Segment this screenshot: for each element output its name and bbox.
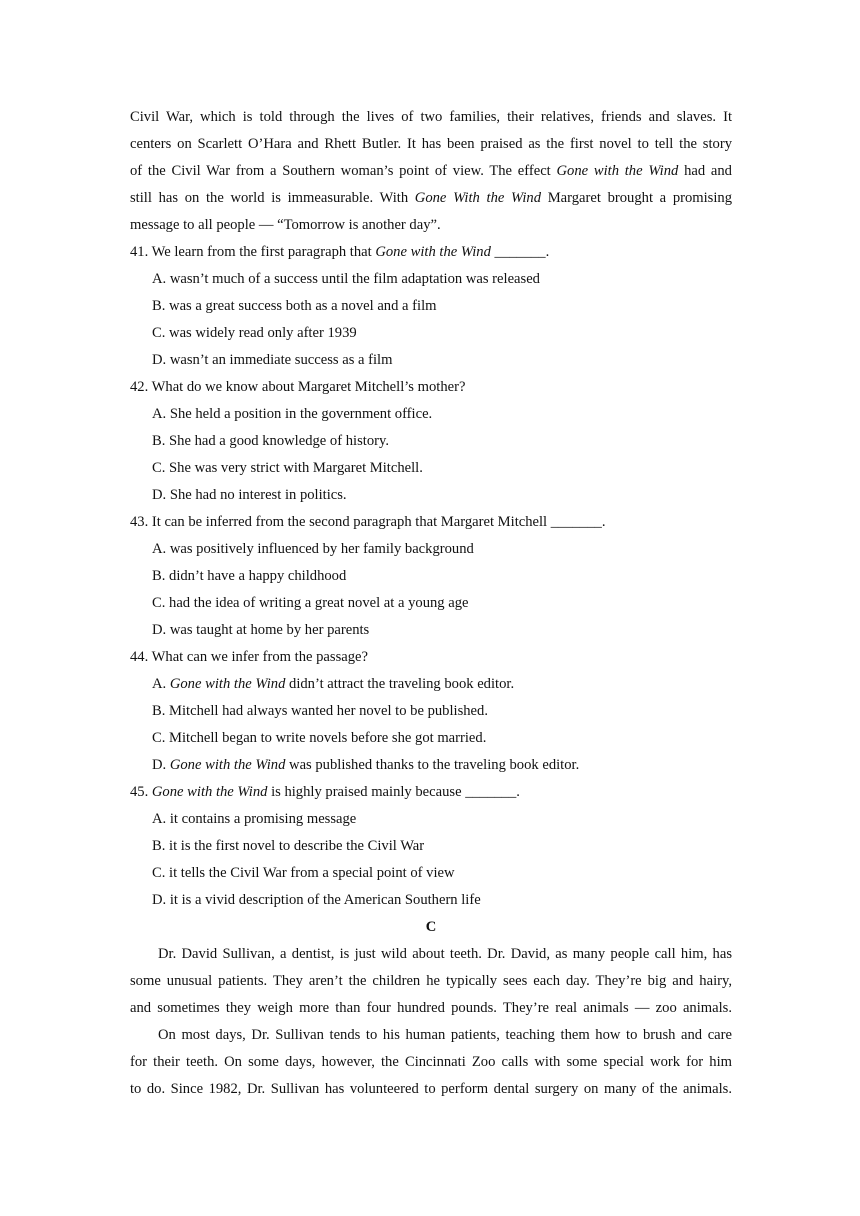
text-run: C. was widely read only after 1939 (152, 325, 357, 341)
paragraph-line: some unusual patients. They aren’t the children he typically sees each day. They’re big and hairy, (130, 973, 732, 989)
text-run: 42. What do we know about Margaret Mitchell’s mother? (130, 379, 466, 395)
answer-option (130, 752, 732, 779)
text-run: A. (152, 676, 170, 692)
text-run: 44. What can we infer from the passage? (130, 649, 368, 665)
answer-option (130, 860, 732, 887)
paragraph-line: centers on Scarlett O’Hara and Rhett Butler. It has been praised as the first novel to tell the story (130, 136, 732, 152)
text-run: _______. (490, 244, 550, 260)
text-run: Margaret brought a promising (541, 190, 733, 206)
text-run: C. it tells the Civil War from a special point of view (152, 865, 455, 881)
title-italic: Gone with the Wind (375, 244, 491, 260)
text-run: A. it contains a promising message (152, 811, 357, 827)
answer-option (130, 266, 732, 293)
paragraph-line: On most days, Dr. Sullivan tends to his human patients, teaching them how to brush and care (158, 1027, 732, 1043)
answer-option (130, 590, 732, 617)
paragraph-line: and sometimes they weigh more than four hundred pounds. They’re real animals — zoo animals. (130, 1000, 732, 1016)
paragraph-line: to do. Since 1982, Dr. Sullivan has volunteered to perform dental surgery on many of the animals. (130, 1081, 732, 1097)
text-run: D. She had no interest in politics. (152, 487, 347, 503)
title-italic: Gone with the Wind (556, 163, 679, 179)
text-run: B. didn’t have a happy childhood (152, 568, 347, 584)
passage-paragraph (130, 941, 732, 1022)
text-run: had and (678, 163, 732, 179)
text-run: A. was positively influenced by her family background (152, 541, 474, 557)
answer-option (130, 563, 732, 590)
answer-option (130, 887, 732, 914)
answer-option (130, 401, 732, 428)
paragraph-line (130, 185, 732, 212)
answer-option (130, 671, 732, 698)
question-list (130, 239, 732, 914)
text-run: B. She had a good knowledge of history. (152, 433, 389, 449)
answer-option (130, 428, 732, 455)
title-italic: Gone with the Wind (151, 784, 268, 800)
text-run: D. it is a vivid description of the American Southern life (152, 892, 481, 908)
text-run: B. Mitchell had always wanted her novel to be published. (152, 703, 488, 719)
title-italic: Gone with the Wind (169, 676, 286, 692)
text-run: 45. (130, 784, 152, 800)
paragraph-line: for their teeth. On some days, however, the Cincinnati Zoo calls with some special work for him (130, 1054, 732, 1070)
intro-paragraph (130, 104, 732, 239)
text-run: didn’t attract the traveling book editor. (285, 676, 515, 692)
question-stem (130, 779, 732, 806)
answer-option (130, 293, 732, 320)
question-stem (130, 239, 732, 266)
answer-option (130, 455, 732, 482)
title-italic: Gone with the Wind (169, 757, 286, 773)
passage-c (130, 941, 732, 1103)
paragraph-line (130, 158, 732, 185)
text-run: C. Mitchell began to write novels before she got married. (152, 730, 487, 746)
question-stem (130, 644, 732, 671)
text-run: A. wasn’t much of a success until the film adaptation was released (152, 271, 540, 287)
text-run: 41. We learn from the first paragraph that (130, 244, 376, 260)
answer-option (130, 806, 732, 833)
text-run: 43. It can be inferred from the second paragraph that Margaret Mitchell _______. (130, 514, 606, 530)
answer-option (130, 617, 732, 644)
text-run: C. had the idea of writing a great novel at a young age (152, 595, 469, 611)
answer-option (130, 482, 732, 509)
paragraph-line: Dr. David Sullivan, a dentist, is just wild about teeth. Dr. David, as many people call him, has (158, 946, 732, 962)
text-run: B. was a great success both as a novel and a film (152, 298, 437, 314)
section-heading: C (425, 919, 437, 935)
text-run: C. She was very strict with Margaret Mitchell. (152, 460, 423, 476)
text-run: A. She held a position in the government office. (152, 406, 433, 422)
text-run: still has on the world is immeasurable. With (130, 190, 415, 206)
answer-option (130, 833, 732, 860)
title-italic: Gone With the Wind (414, 190, 542, 206)
answer-option (130, 536, 732, 563)
passage-paragraph (130, 1022, 732, 1103)
question-stem (130, 374, 732, 401)
answer-option (130, 698, 732, 725)
text-run: D. was taught at home by her parents (152, 622, 370, 638)
text-run: is highly praised mainly because _______. (267, 784, 520, 800)
text-run: D. wasn’t an immediate success as a film (152, 352, 393, 368)
paragraph-line: message to all people — “Tomorrow is another day”. (130, 217, 441, 233)
paragraph-line: Civil War, which is told through the lives of two families, their relatives, friends and slaves. It (130, 109, 732, 125)
document-page (130, 104, 732, 1103)
question-stem (130, 509, 732, 536)
text-run: B. it is the first novel to describe the Civil War (152, 838, 425, 854)
text-run: D. (152, 757, 170, 773)
text-run: of the Civil War from a Southern woman’s point of view. The effect (130, 163, 557, 179)
text-run: was published thanks to the traveling book editor. (285, 757, 580, 773)
answer-option (130, 347, 732, 374)
answer-option (130, 320, 732, 347)
answer-option (130, 725, 732, 752)
